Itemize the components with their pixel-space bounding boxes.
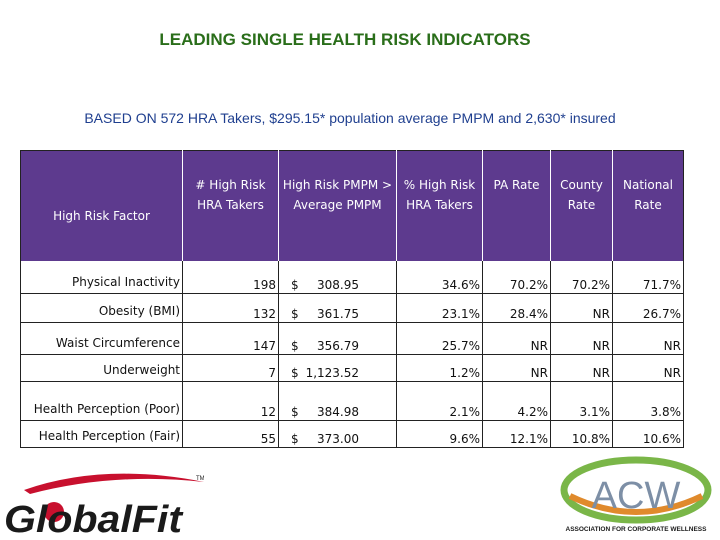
cell-county-rate: NR: [551, 354, 613, 381]
cell-pa-rate: NR: [483, 322, 551, 354]
cell-pmpm: [279, 354, 397, 381]
cell-national-rate: 71.7%: [613, 261, 684, 293]
globalfit-wordmark: GlobalFit: [4, 499, 184, 534]
table-row: [21, 293, 684, 322]
table-row: [21, 354, 684, 381]
cell-national-rate: NR: [613, 322, 684, 354]
cell-pmpm: [279, 261, 397, 293]
globalfit-logo: [4, 468, 204, 534]
acw-logo: [558, 456, 714, 536]
globalfit-tm: TM: [196, 476, 204, 482]
cell-pmpm: [279, 322, 397, 354]
table-row: [21, 420, 684, 447]
cell-pct: 23.1%: [397, 293, 483, 322]
acw-logo-graphic: [558, 456, 714, 536]
header-pct-high-risk: % High Risk HRA Takers: [397, 151, 483, 262]
header-high-risk-factor: High Risk Factor: [21, 151, 183, 262]
cell-national-rate: 26.7%: [613, 293, 684, 322]
cell-national-rate: 10.6%: [613, 420, 684, 447]
header-high-risk-pmpm: High Risk PMPM > Average PMPM: [279, 151, 397, 262]
cell-pa-rate: 12.1%: [483, 420, 551, 447]
risk-table-container: [20, 150, 683, 448]
cell-pa-rate: 4.2%: [483, 381, 551, 420]
page-title: LEADING SINGLE HEALTH RISK INDICATORS: [159, 30, 531, 49]
cell-takers: 55: [183, 420, 279, 447]
pmpm-sign: $: [291, 431, 299, 446]
cell-factor: Physical Inactivity: [21, 261, 183, 293]
header-national-rate: National Rate: [613, 151, 684, 262]
cell-county-rate: NR: [551, 322, 613, 354]
table-row: [21, 261, 684, 293]
cell-national-rate: 3.8%: [613, 381, 684, 420]
table-row: [21, 381, 684, 420]
cell-national-rate: NR: [613, 354, 684, 381]
pmpm-value: 373.00: [317, 431, 359, 446]
cell-pct: 2.1%: [397, 381, 483, 420]
cell-county-rate: 70.2%: [551, 261, 613, 293]
cell-factor: Underweight: [21, 354, 183, 381]
cell-takers: 12: [183, 381, 279, 420]
cell-factor: Health Perception (Poor): [21, 381, 183, 420]
risk-table: [20, 150, 684, 448]
pmpm-value: 356.79: [317, 338, 359, 353]
cell-county-rate: 10.8%: [551, 420, 613, 447]
cell-takers: 147: [183, 322, 279, 354]
cell-pct: 9.6%: [397, 420, 483, 447]
cell-pmpm: [279, 293, 397, 322]
pmpm-sign: $: [291, 306, 299, 321]
pmpm-sign: $: [291, 338, 299, 353]
cell-takers: 132: [183, 293, 279, 322]
cell-pmpm: [279, 381, 397, 420]
pmpm-value: 308.95: [317, 277, 359, 292]
pmpm-sign: $: [291, 404, 299, 419]
cell-takers: 198: [183, 261, 279, 293]
table-row: [21, 322, 684, 354]
cell-county-rate: NR: [551, 293, 613, 322]
header-pa-rate: PA Rate: [483, 151, 551, 262]
pmpm-sign: $: [291, 277, 299, 292]
pmpm-value: 1,123.52: [305, 365, 359, 380]
cell-county-rate: 3.1%: [551, 381, 613, 420]
header-county-rate: County Rate: [551, 151, 613, 262]
pmpm-value: 361.75: [317, 306, 359, 321]
header-high-risk-takers: # High Risk HRA Takers: [183, 151, 279, 262]
globalfit-logo-graphic: [4, 468, 204, 534]
cell-pa-rate: 70.2%: [483, 261, 551, 293]
cell-pa-rate: 28.4%: [483, 293, 551, 322]
cell-factor: Waist Circumference: [21, 322, 183, 354]
acw-tagline: ASSOCIATION FOR CORPORATE WELLNESS: [565, 526, 707, 533]
cell-pct: 25.7%: [397, 322, 483, 354]
pmpm-value: 384.98: [317, 404, 359, 419]
cell-pa-rate: NR: [483, 354, 551, 381]
globalfit-swoosh: [24, 474, 204, 494]
page-subtitle: BASED ON 572 HRA Takers, $295.15* population average PMPM and 2,630* insured: [84, 110, 616, 126]
cell-factor: Health Perception (Fair): [21, 420, 183, 447]
table-header-row: [21, 151, 684, 262]
cell-pct: 1.2%: [397, 354, 483, 381]
acw-wordmark: ACW: [591, 475, 681, 517]
cell-pct: 34.6%: [397, 261, 483, 293]
cell-takers: 7: [183, 354, 279, 381]
cell-factor: Obesity (BMI): [21, 293, 183, 322]
cell-pmpm: [279, 420, 397, 447]
pmpm-sign: $: [291, 365, 299, 380]
